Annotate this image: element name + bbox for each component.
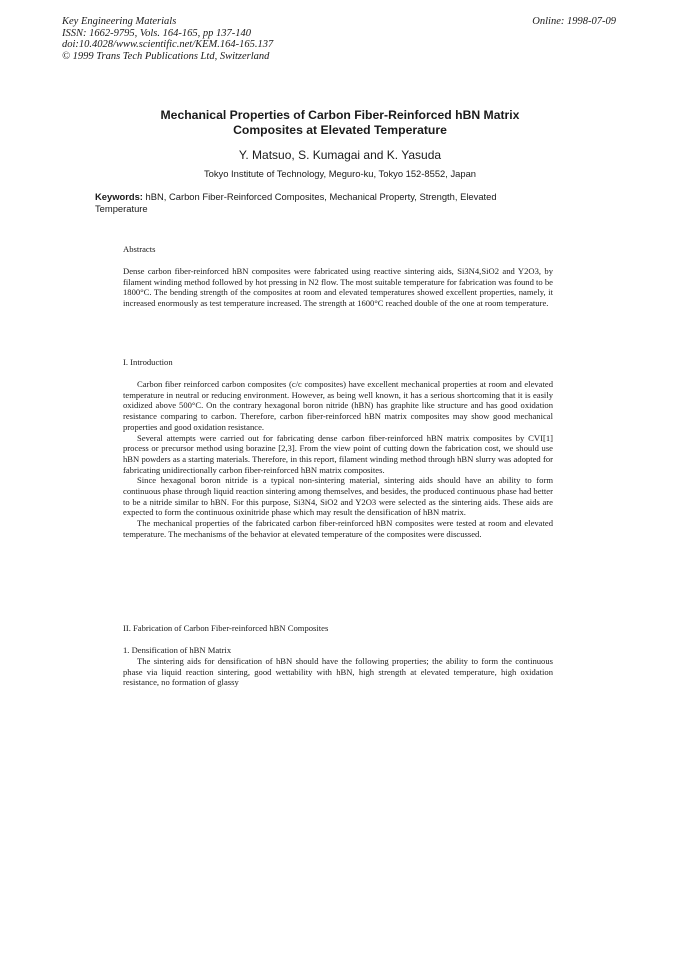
fabrication-paragraph-1: The sintering aids for densification of hBN should have the following properties; the ability to form the continuous phase via liquid reaction sintering, good wettability with hBN, high strength at elevated temperature, high oxidation resistance, no formation of glassy — [123, 656, 553, 688]
section-introduction-heading: I. Introduction — [123, 357, 173, 367]
fabrication-body — [123, 656, 553, 688]
intro-paragraph-2: Several attempts were carried out for fabricating dense carbon fiber-reinforced hBN matrix composites by CVI[1] process or precursor method using borazine [2,3]. From the view point of cutting down the fabrication cost, we should use hBN powders as a starting materials. Therefore, in this report, filament winding method through hBN slurry was adopted for fabricating unidirectionally carbon fiber-reinforced hBN matrix composites. — [123, 432, 553, 475]
introduction-body — [123, 379, 553, 540]
authors: Y. Matsuo, S. Kumagai and K. Yasuda — [238, 148, 442, 162]
abstract-paragraph: Dense carbon fiber-reinforced hBN composites were fabricated using reactive sintering aids, Si3N4,SiO2 and Y2O3, by filament winding method followed by hot pressing in N2 flow. The most suitable temperature for fabrication was found to be 1800°C. The bending strength of the composites at room and elevated temperatures showed excellent properties, namely, it increased enormously as test temperature increased. The strength at 1600°C reached double of the one at room temperature. — [123, 266, 553, 309]
abstract-heading: Abstracts — [123, 244, 156, 254]
online-date: Online: 1998-07-09 — [532, 16, 616, 27]
doi-line: doi:10.4028/www.scientific.net/KEM.164-165.137 — [62, 39, 274, 51]
section-fabrication-heading: II. Fabrication of Carbon Fiber-reinforced hBN Composites — [123, 623, 329, 633]
issn-line: ISSN: 1662-9795, Vols. 164-165, pp 137-140 — [62, 27, 251, 39]
keywords — [95, 191, 550, 214]
journal-name: Key Engineering Materials — [62, 16, 177, 27]
affiliation: Tokyo Institute of Technology, Meguro-ku, Tokyo 152-8552, Japan — [203, 168, 477, 179]
intro-paragraph-4: The mechanical properties of the fabricated carbon fiber-reinforced hBN composites were tested at room and elevated temperature. The mechanisms of the behavior at elevated temperature of the composites were discussed. — [123, 518, 553, 539]
abstract-body — [123, 266, 553, 309]
intro-paragraph-1: Carbon fiber reinforced carbon composites (c/c composites) have excellent mechanical properties at room and elevated temperature in neutral or reducing environment. However, as being well known, it has a serious shortcoming that it is easily oxidized above 500°C. On the contrary hexagonal boron nitride (hBN) has graphite like structure and has good oxidation resistance comparing to carbon. Therefore, carbon fiber-reinforced hBN matrix composites may show good mechanical properties and good oxidation resistance. — [123, 379, 553, 432]
keywords-text: hBN, Carbon Fiber-Reinforced Composites, Mechanical Property, Strength, Elevated Temperature — [95, 191, 497, 214]
keywords-label: Keywords: — [95, 191, 143, 202]
intro-paragraph-3: Since hexagonal boron nitride is a typical non-sintering material, sintering aids should have an ability to form continuous phase through liquid reaction sintering among themselves, and besides, the produced continuous phase had better to be a nitride similar to hBN. For this purpose, Si3N4, SiO2 and Y2O3 were selected as the sintering aids. These aids are expected to form the continuous oxinitride phase which may result the densification of hBN matrix. — [123, 475, 553, 518]
copyright-line: © 1999 Trans Tech Publications Ltd, Switzerland — [62, 50, 270, 62]
title-line-1: Mechanical Properties of Carbon Fiber-Reinforced hBN Matrix — [160, 108, 520, 122]
journal-header — [62, 16, 273, 62]
title-line-2: Composites at Elevated Temperature — [233, 122, 447, 137]
paper-title — [95, 108, 585, 137]
subsection-densification-heading: 1. Densification of hBN Matrix — [123, 645, 232, 655]
